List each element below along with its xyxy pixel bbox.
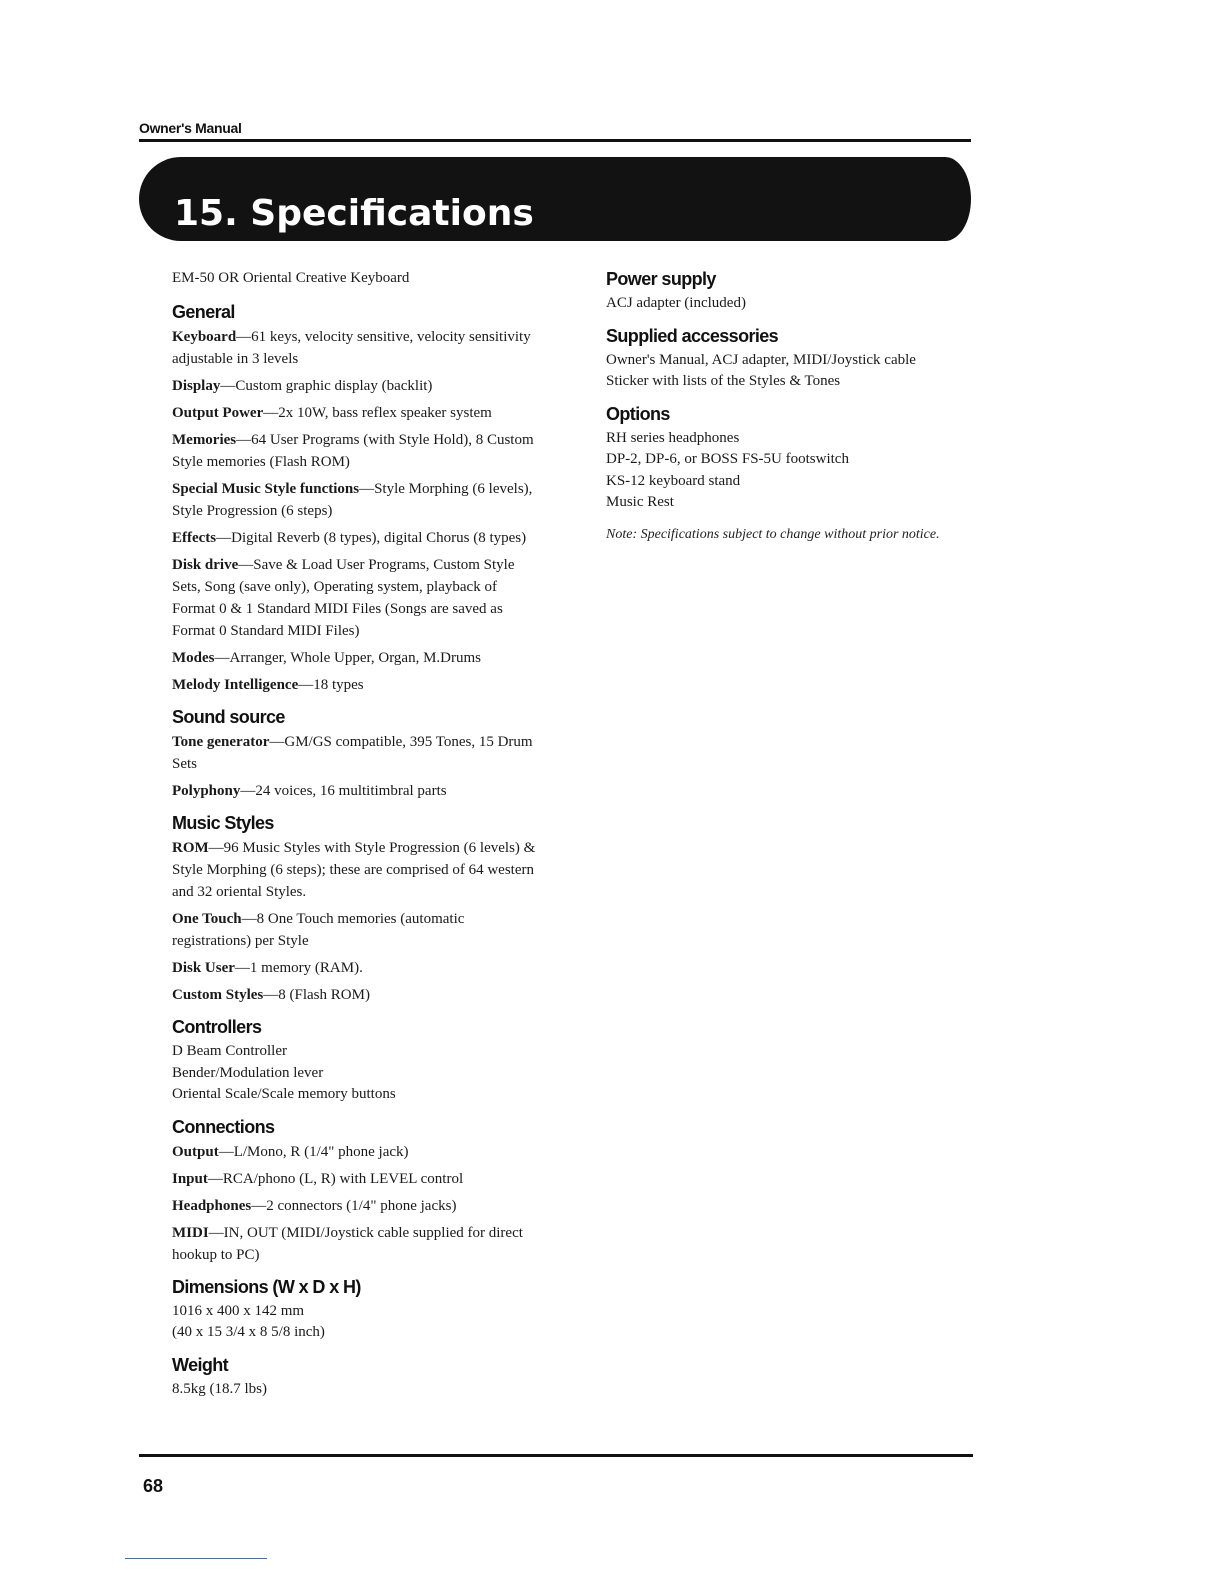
spec-term: Modes bbox=[172, 650, 215, 666]
spec-entry-memories bbox=[172, 429, 537, 473]
section-heading: Supplied accessories bbox=[606, 325, 779, 346]
spec-term: Disk drive bbox=[172, 557, 239, 573]
spec-line: 8.5kg (18.7 lbs) bbox=[172, 1380, 267, 1397]
spec-term: Output bbox=[172, 1143, 219, 1160]
spec-value: 18 types bbox=[313, 677, 364, 693]
spec-term: One Touch bbox=[172, 911, 242, 927]
section-heading: Options bbox=[606, 403, 670, 424]
spec-separator: — bbox=[269, 734, 285, 750]
spec-separator: — bbox=[263, 987, 279, 1003]
footer-rule bbox=[139, 1454, 973, 1457]
spec-entry-modes bbox=[172, 647, 537, 669]
spec-separator: — bbox=[208, 1224, 224, 1241]
spec-separator: — bbox=[263, 405, 279, 421]
spec-value: RCA/phono (L, R) with LEVEL control bbox=[222, 1170, 464, 1187]
section-controllers bbox=[172, 1016, 537, 1106]
spec-value: L/Mono, R (1/4" phone jack) bbox=[233, 1143, 409, 1160]
spec-value: 61 keys, velocity sensitive, velocity sensitivity adjustable in 3 levels bbox=[172, 329, 531, 367]
section-heading: Power supply bbox=[606, 269, 716, 289]
page-number: 68 bbox=[143, 1476, 164, 1496]
spec-separator: — bbox=[208, 840, 224, 856]
spec-value: IN, OUT (MIDI/Joystick cable supplied for direct hookup to PC) bbox=[172, 1224, 523, 1263]
spec-value: 96 Music Styles with Style Progression (6 levels) & Style Morphing (6 steps); these are comprised of 64 western and 32 oriental Styles. bbox=[172, 840, 536, 900]
spec-entry-special-music-style-functions bbox=[172, 478, 537, 522]
spec-separator: — bbox=[236, 432, 252, 448]
spec-term: Disk User bbox=[172, 960, 235, 976]
spec-value: GM/GS compatible, 395 Tones, 15 Drum Sets bbox=[172, 734, 533, 772]
section-power-supply bbox=[606, 268, 946, 315]
spec-value: 2 connectors (1/4" phone jacks) bbox=[266, 1197, 457, 1214]
spec-line: DP-2, DP-6, or BOSS FS-5U footswitch bbox=[606, 451, 849, 467]
section-heading: Weight bbox=[172, 1354, 229, 1375]
spec-separator: — bbox=[207, 1170, 223, 1187]
spec-value: 2x 10W, bass reflex speaker system bbox=[278, 405, 492, 421]
spec-line: 1016 x 400 x 142 mm bbox=[172, 1302, 305, 1319]
spec-entry-output bbox=[172, 1141, 537, 1163]
spec-term: Tone generator bbox=[172, 734, 270, 750]
spec-entry-disk-user bbox=[172, 957, 537, 979]
spec-value: 8 One Touch memories (automatic registrations) per Style bbox=[172, 911, 465, 949]
spec-entry-display bbox=[172, 375, 537, 397]
section-heading: Connections bbox=[172, 1116, 275, 1137]
spec-term: Custom Styles bbox=[172, 987, 264, 1003]
spec-term: Polyphony bbox=[172, 783, 241, 799]
spec-value: 1 memory (RAM). bbox=[249, 960, 363, 976]
spec-entry-one-touch bbox=[172, 908, 537, 952]
spec-line: Owner's Manual, ACJ adapter, MIDI/Joystick cable bbox=[606, 351, 916, 368]
spec-value: Digital Reverb (8 types), digital Chorus (8 types) bbox=[231, 530, 527, 546]
spec-separator: — bbox=[298, 677, 314, 693]
specs-note: Note: Specifications subject to change without prior notice. bbox=[606, 526, 940, 542]
spec-entry-output-power bbox=[172, 402, 537, 424]
spec-separator: — bbox=[216, 530, 232, 546]
spec-entry-polyphony bbox=[172, 780, 537, 802]
spec-line: Oriental Scale/Scale memory buttons bbox=[172, 1086, 396, 1102]
spec-line: D Beam Controller bbox=[172, 1043, 287, 1059]
header-rule bbox=[139, 139, 971, 142]
section-sound-source bbox=[172, 706, 537, 802]
spec-term: Effects bbox=[172, 530, 217, 546]
spec-term: Input bbox=[172, 1170, 208, 1187]
spec-term: ROM bbox=[172, 840, 209, 856]
spec-line: ACJ adapter (included) bbox=[606, 295, 746, 311]
spec-value: 24 voices, 16 multitimbral parts bbox=[255, 783, 447, 799]
section-heading: Sound source bbox=[172, 707, 285, 727]
section-heading: General bbox=[172, 302, 235, 322]
section-general bbox=[172, 301, 537, 696]
spec-separator: — bbox=[214, 650, 230, 666]
spec-separator: — bbox=[218, 1143, 234, 1160]
spec-line: Bender/Modulation lever bbox=[172, 1064, 324, 1081]
spec-term: Headphones bbox=[172, 1197, 252, 1214]
spec-entry-melody-intelligence bbox=[172, 674, 537, 696]
section-heading: Controllers bbox=[172, 1017, 262, 1037]
spec-separator: — bbox=[359, 481, 375, 497]
spec-line: (40 x 15 3/4 x 8 5/8 inch) bbox=[172, 1324, 325, 1340]
spec-separator: — bbox=[234, 960, 250, 976]
spec-value: Style Morphing (6 levels), Style Progression (6 steps) bbox=[172, 481, 533, 519]
spec-entry-headphones bbox=[172, 1195, 537, 1217]
running-header: Owner's Manual bbox=[139, 120, 242, 136]
spec-separator: — bbox=[240, 783, 256, 799]
spec-separator: — bbox=[238, 557, 254, 573]
spec-line: RH series headphones bbox=[606, 429, 740, 446]
section-connections bbox=[172, 1116, 537, 1266]
spec-term: Display bbox=[172, 378, 221, 394]
section-options bbox=[606, 403, 946, 514]
spec-term: Special Music Style functions bbox=[172, 481, 360, 497]
spec-term: Melody Intelligence bbox=[172, 677, 299, 693]
chapter-title: 15. Specifications bbox=[174, 193, 534, 234]
spec-value: Save & Load User Programs, Custom Style Sets, Song (save only), Operating system, playback of Format 0 & 1 Standard MIDI Files (Songs are saved as Format 0 Standard MIDI Files) bbox=[172, 557, 515, 639]
spec-line: KS-12 keyboard stand bbox=[606, 472, 741, 489]
spec-entry-effects bbox=[172, 527, 537, 549]
section-dimensions-w-x-d-x-h bbox=[172, 1276, 537, 1344]
spec-term: Memories bbox=[172, 432, 237, 448]
spec-term: MIDI bbox=[172, 1224, 209, 1241]
section-supplied-accessories bbox=[606, 325, 946, 393]
spec-entry-input bbox=[172, 1168, 537, 1190]
spec-value: Custom graphic display (backlit) bbox=[235, 378, 433, 394]
product-name: EM-50 OR Oriental Creative Keyboard bbox=[172, 270, 410, 286]
spec-term: Output Power bbox=[172, 405, 264, 421]
spec-value: Arranger, Whole Upper, Organ, M.Drums bbox=[229, 650, 482, 666]
spec-line: Sticker with lists of the Styles & Tones bbox=[606, 373, 841, 389]
spec-separator: — bbox=[220, 378, 236, 394]
specs-left-column bbox=[172, 268, 537, 1410]
section-heading: Music Styles bbox=[172, 813, 274, 833]
section-weight bbox=[172, 1354, 537, 1401]
spec-line: Music Rest bbox=[606, 494, 674, 510]
section-heading: Dimensions (W x D x H) bbox=[172, 1276, 361, 1297]
spec-entry-custom-styles bbox=[172, 984, 537, 1006]
spec-value: 64 User Programs (with Style Hold), 8 Custom Style memories (Flash ROM) bbox=[172, 432, 534, 470]
spec-entry-tone-generator bbox=[172, 731, 537, 775]
spec-entry-keyboard bbox=[172, 326, 537, 370]
spec-entry-rom bbox=[172, 837, 537, 903]
spec-separator: — bbox=[241, 911, 257, 927]
spec-value: 8 (Flash ROM) bbox=[278, 987, 370, 1003]
spec-separator: — bbox=[236, 329, 252, 345]
spec-entry-disk-drive bbox=[172, 554, 537, 642]
spec-term: Keyboard bbox=[172, 329, 237, 345]
spec-separator: — bbox=[251, 1197, 267, 1214]
spec-entry-midi bbox=[172, 1222, 537, 1266]
section-music-styles bbox=[172, 812, 537, 1006]
specs-right-column bbox=[606, 268, 946, 545]
bottom-link-underline bbox=[125, 1558, 267, 1559]
